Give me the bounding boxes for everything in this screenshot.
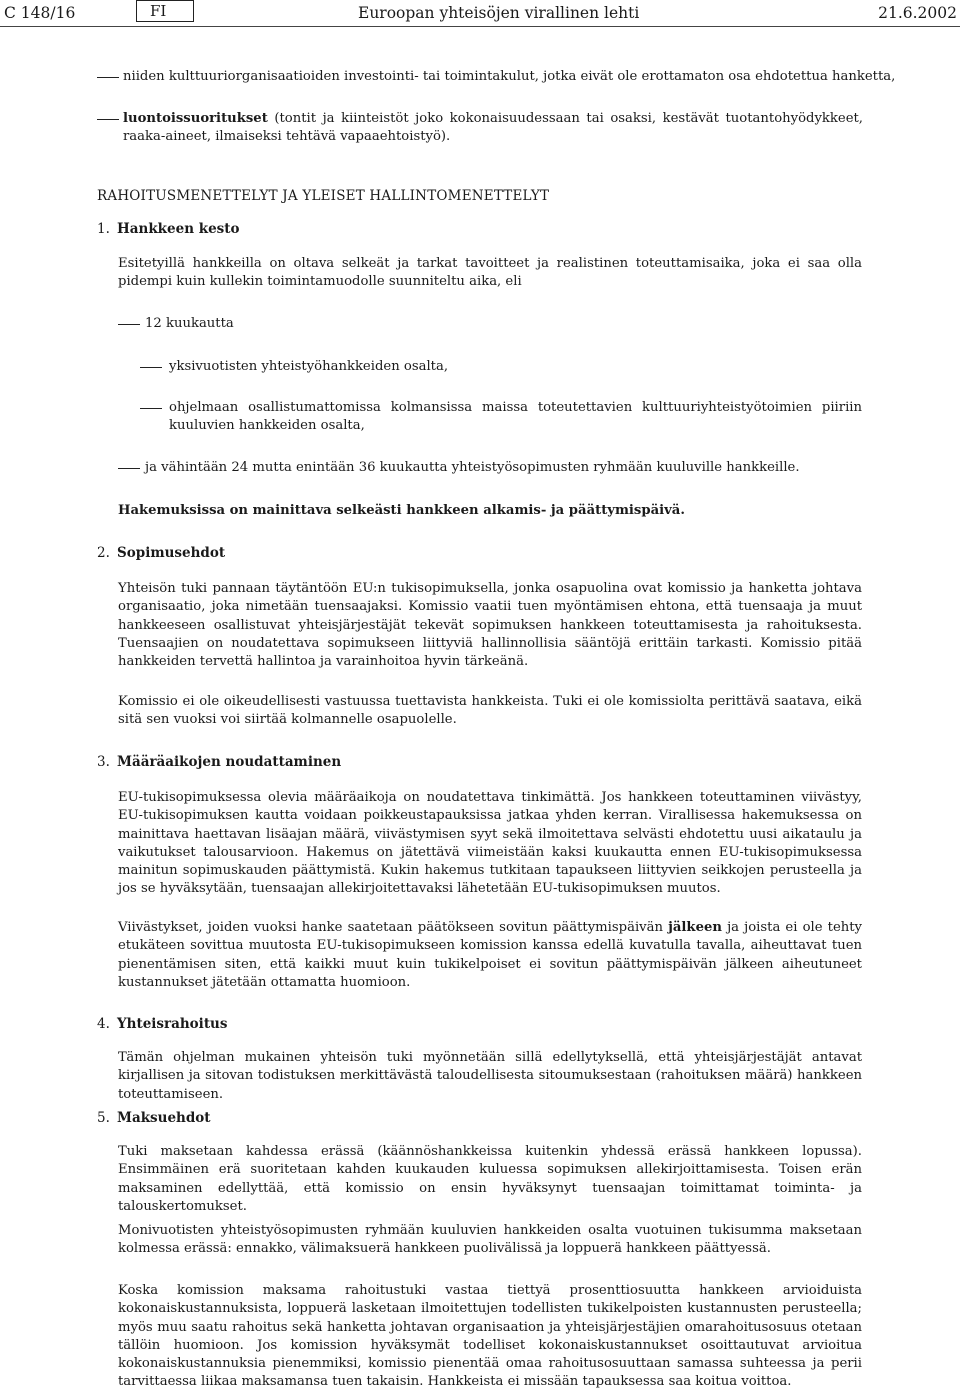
s3-p2-start: Viivästykset, joiden vuoksi hanke saatetaan päätökseen sovitun päättymispäivän: [118, 920, 669, 935]
section-title: RAHOITUSMENETTELYT JA YLEISET HALLINTOMENETTELYT: [97, 188, 550, 204]
s4-title: Yhteisrahoitus: [117, 1016, 228, 1032]
s2-paragraph-2: Komissio ei ole oikeudellisesti vastuussa tuettavista hankkeista. Tuki ei ole komissiolta perittävä saatava, eikä sitä sen vuoksi voi siirtää kolmannelle osapuolelle.: [118, 694, 862, 728]
s1-heading: [97, 220, 240, 238]
s3-paragraph-2: [118, 919, 862, 992]
dash-bullet: [97, 77, 119, 78]
header-rule: [0, 26, 960, 27]
dash-bullet: [97, 119, 119, 120]
s2-heading: [97, 544, 225, 562]
publication-title: Euroopan yhteisöjen virallinen lehti: [358, 4, 640, 22]
dash-bullet: [140, 408, 162, 409]
s1-title: Hankkeen kesto: [117, 221, 240, 237]
s1-item-24: ja vähintään 24 mutta enintään 36 kuukautta yhteistyösopimusten ryhmään kuuluville hankkeille.: [145, 460, 800, 475]
s5-paragraph-2: Monivuotisten yhteistyösopimusten ryhmään kuuluvien hankkeiden osalta vuotuinen tukisumma maksetaan kolmessa erässä: ennakko, välimaksuerä hankkeen puolivälissä ja loppuerä hankkeen päättyessä.: [118, 1223, 862, 1257]
intro-item-1: niiden kulttuuriorganisaatioiden investointi- tai toimintakulut, jotka eivät ole erottamaton osa ehdotettua hanketta,: [123, 69, 896, 84]
s3-paragraph-1: EU-tukisopimuksessa olevia määräaikoja on noudatettava tinkimättä. Jos hankkeen toteuttaminen viivästyy, EU-tukisopimuksen kautta voidaan poikkeustapauksissa jatkaa yhden kerran. Virallisessa hakemuksessa on mainittava haettavan lisäajan määrä, viivästymisen syyt sekä ilmoitettava selvästi ehdotettu uusi aikataulu ja vaikutukset talousarvioon. Hakemus on jätettävä viimeistään kaksi kuukautta ennen EU-tukisopimuksessa mainitun sopimuskauden päättymistä. Kukin hakemus tutkitaan tapaukseen liittyvien seikkojen perusteella ja jos se hyväksytään, tuensaajan allekirjoitettavaksi lähetetään EU-tukisopimuksen muutos.: [118, 790, 862, 897]
s5-heading: [97, 1109, 211, 1127]
s4-number: 4.: [97, 1016, 110, 1032]
s5-paragraph-3: Koska komission maksama rahoitustuki vastaa tiettyä prosenttiosuutta hankkeen arvioiduista kokonaiskustannuksista, loppuerä lasketaan ilmoitettujen todellisten tukikelpoisten kustannusten perusteella; myös muu saatu rahoitus sekä hanketta johtavan organisaation ja yhteisjärjestäjien omarahoitusosuus otetaan tällöin huomioon. Jos komission hyväksymät todelliset kokonaiskustannukset osoittautuvat arvioitua kokonaiskustannuksia pienemmiksi, komissio pienentää omaa rahoitusosuuttaan samassa suhteessa ja perii tarvittaessa liikaa maksamansa tuen takaisin. Hankkeista ei missään tapauksessa saa koitua voittoa.: [118, 1283, 862, 1390]
language-code-box: FI: [136, 0, 194, 22]
s3-title: Määräaikojen noudattaminen: [117, 754, 342, 770]
page-reference: C 148/16: [4, 4, 76, 22]
dash-bullet: [118, 468, 140, 469]
s4-heading: [97, 1015, 227, 1033]
s5-number: 5.: [97, 1110, 110, 1126]
s5-paragraph-1: Tuki maksetaan kahdessa erässä (käännöshankkeissa kuitenkin yhdessä erässä hankkeen lopussa). Ensimmäinen erä suoritetaan kahden kuukauden kuluessa sopimuksen allekirjoittamisesta. Toisen erän maksaminen edellyttää, että komissio on ensin hyväksynyt tuensaajan toimittamat toiminta- ja talouskertomukset.: [118, 1144, 862, 1214]
s4-paragraph-1: Tämän ohjelman mukainen yhteisön tuki myönnetään sillä edellytyksellä, että yhteisjärjestäjät antavat kirjallisen ja sitovan todistuksen merkittävästä taloudellisesta sitoumuksestaan (rahoituksen määrä) hankkeen toteuttamiseen.: [118, 1050, 862, 1102]
s2-number: 2.: [97, 545, 110, 561]
s2-title: Sopimusehdot: [117, 545, 226, 561]
s3-number: 3.: [97, 754, 110, 770]
intro-item-2-text: (tontit ja kiinteistöt joko kokonaisuudessaan tai osaksi, kestävät tuotantohyödykkeet, raaka-aineet, ilmaiseksi tehtävä vapaaehtoistyö).: [123, 111, 863, 145]
dash-bullet: [140, 367, 162, 368]
s2-paragraph-1: Yhteisön tuki pannaan täytäntöön EU:n tukisopimuksella, jonka osapuolina ovat komissio ja hanketta johtava organisaatio, joka nimetään tuensaajaksi. Komissio vaatii tuen myöntämisen ehtona, että tuensaaja ja muut hankkeeseen osallistuvat yhteisjärjestäjät tekevät sopimuksen hankkeen toteuttamisesta ja rahoituksesta. Tuensaajien on noudatettava sopimukseen liittyviä hallinnollisia sääntöjä erittäin tarkasti. Komissio pitää hankkeiden tervettä hallintoa ja varainhoitoa hyvin tärkeänä.: [118, 581, 862, 670]
s1-item-12: 12 kuukautta: [145, 316, 234, 331]
s1-subitem-2: ohjelmaan osallistumattomissa kolmansissa maissa toteutettavien kulttuuriyhteistyötoimien piiriin kuuluvien hankkeiden osalta,: [169, 400, 862, 434]
s1-number: 1.: [97, 221, 110, 237]
dash-bullet: [118, 324, 140, 325]
s3-heading: [97, 753, 341, 771]
s1-intro: Esitetyillä hankkeilla on oltava selkeät ja tarkat tavoitteet ja realistinen toteuttamisaika, joka ei saa olla pidempi kuin kullekin toimintamuodolle suunniteltu aika, eli: [118, 256, 862, 290]
s3-p2-bold: jälkeen: [668, 920, 722, 935]
s1-bold-note: Hakemuksissa on mainittava selkeästi hankkeen alkamis- ja päättymispäivä.: [118, 503, 685, 518]
s3-p2-end: ja joista ei ole tehty etukäteen sovittua muutosta EU-tukisopimukseen komission kanssa edellä kuvatulla tavalla, aiheuttavat tuen pienentämisen siten, että kaikki muut kuin tukikelpoiset ei sovitun päättymispäivän jälkeen aiheutuneet kustannukset jätetään ottamatta huomioon.: [118, 920, 862, 990]
intro-item-2: [123, 110, 863, 147]
s5-title: Maksuehdot: [117, 1110, 211, 1126]
intro-item-2-bold: luontoissuoritukset: [123, 111, 268, 126]
s1-subitem-1: yksivuotisten yhteistyöhankkeiden osalta,: [169, 359, 449, 374]
publication-date: 21.6.2002: [878, 4, 957, 22]
